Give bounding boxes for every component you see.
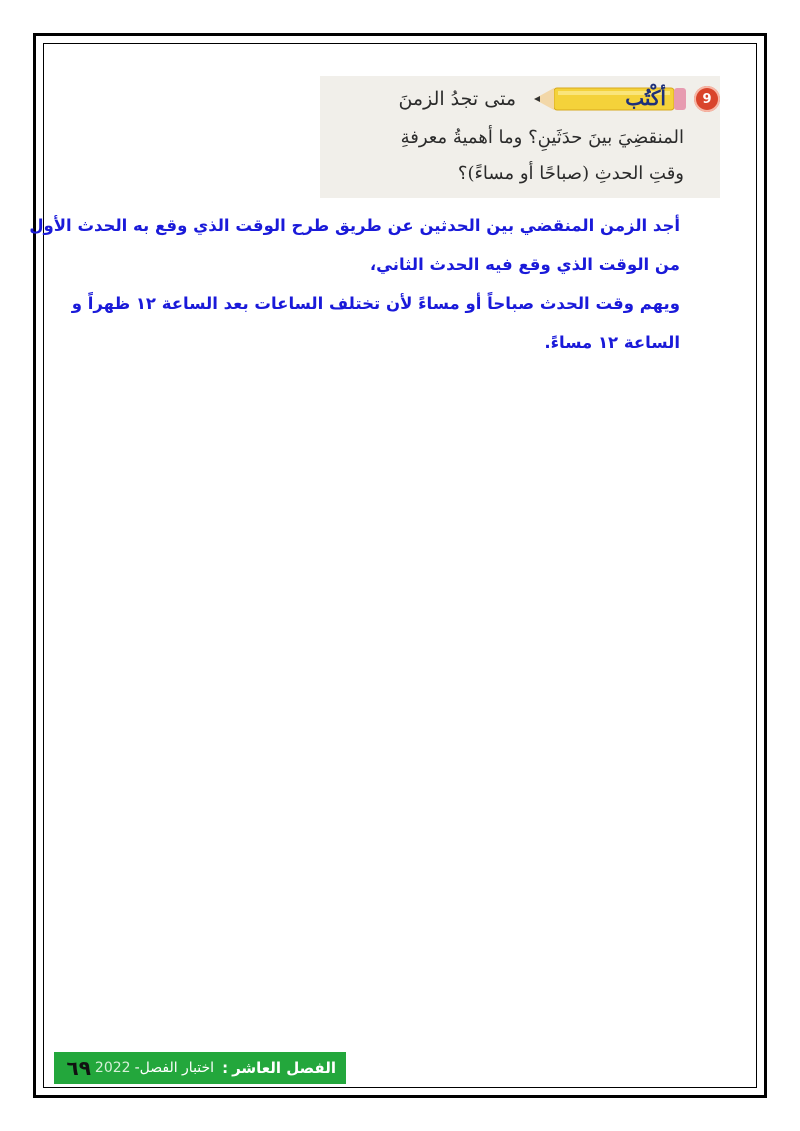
answer-line: ويهم وقت الحدث صباحاً أو مساءً لأن تختلف الساعات بعد الساعة ١٢ ظهراً و bbox=[71, 294, 680, 313]
answer-line: الساعة ١٢ مساءً. bbox=[544, 333, 680, 352]
answer-text bbox=[29, 206, 680, 362]
write-label: أكْتُب bbox=[625, 86, 666, 110]
pencil-icon bbox=[530, 85, 688, 113]
footer-year: 2022 bbox=[94, 1060, 131, 1076]
question-header bbox=[398, 82, 720, 116]
question-body bbox=[401, 120, 684, 192]
question-number-badge: 9 bbox=[694, 86, 720, 112]
question-box bbox=[320, 76, 720, 198]
page-number: ٦٩ bbox=[66, 1056, 91, 1080]
footer-bar bbox=[54, 1052, 346, 1084]
footer-test-label: اختبار الفصل- bbox=[134, 1060, 215, 1076]
question-line-2: المنقضِيَ بينَ حدَثَينِ؟ وما أهميةُ معرفةِ bbox=[400, 127, 684, 148]
answer-line: أجد الزمن المنقضي بين الحدثين عن طريق طرح الوقت الذي وقع به الحدث الأول bbox=[29, 216, 680, 235]
page-border-inner bbox=[43, 43, 757, 1088]
footer-separator: : bbox=[222, 1059, 229, 1077]
question-line-3: وقتِ الحدثِ (صباحًا أو مساءً)؟ bbox=[457, 163, 684, 184]
question-line-1: متى تجدُ الزمنَ bbox=[398, 88, 516, 110]
footer-chapter: الفصل العاشر bbox=[232, 1059, 336, 1077]
answer-line: من الوقت الذي وقع فيه الحدث الثاني، bbox=[369, 255, 680, 274]
